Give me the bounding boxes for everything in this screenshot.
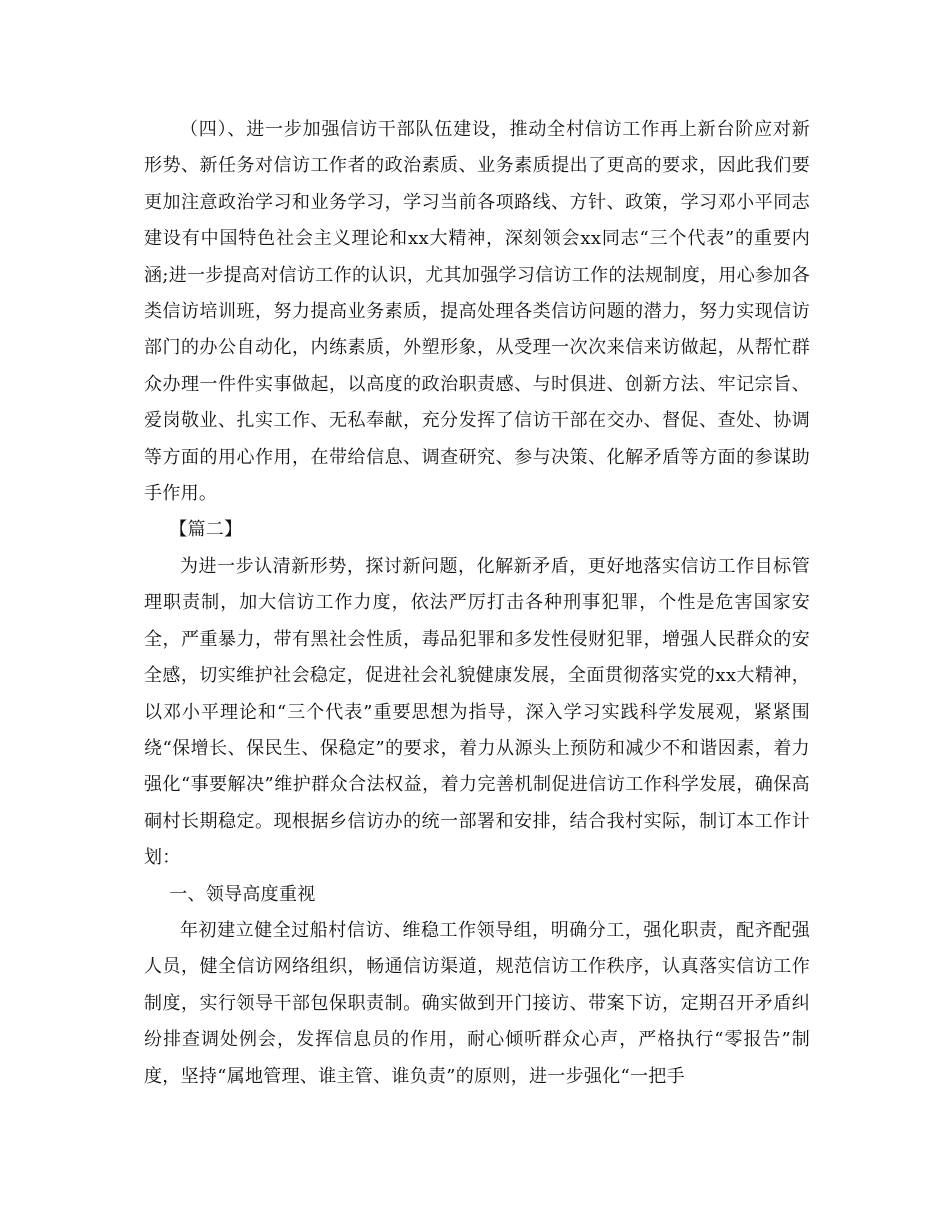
paragraph-leadership: 年初建立健全过船村信访、维稳工作领导组，明确分工，强化职责，配齐配强人员，健全信访网络组织，畅通信访渠道，规范信访工作秩序，认真落实信访工作制度，实行领导干部包保职责制。确实做到开门接访、带案下访，定期召开矛盾纠纷排查调处例会，发挥信息员的作用，耐心倾听群众心声，严格执行“零报告”制度，坚持“属地管理、谁主管、谁负责”的原则，进一步强化“一把手 [144, 919, 810, 1087]
document-body [144, 112, 810, 1095]
paragraph-section-four: （四）、进一步加强信访干部队伍建设，推动全村信访工作再上新台阶应对新形势、新任务对信访工作者的政治素质、业务素质提出了更高的要求，因此我们要更加注意政治学习和业务学习，学习当前各项路线、方针、政策，学习邓小平同志建设有中国特色社会主义理论和xx大精神，深刻领会xx同志“三个代表”的重要内涵;进一步提高对信访工作的认识，尤其加强学习信访工作的法规制度，用心参加各类信访培训班，努力提高业务素质，提高处理各类信访问题的潜力，努力实现信访部门的办公自动化，内练素质，外塑形象，从受理一次次来信来访做起，从帮忙群众办理一件件实事做起，以高度的政治职责感、与时俱进、创新方法、牢记宗旨、爱岗敬业、扎实工作、无私奉献，充分发挥了信访干部在交办、督促、查处、协调等方面的用心作用，在带给信息、调查研究、参与决策、化解矛盾等方面的参谋助手作用。 [144, 119, 810, 505]
heading-part-two: 【篇二】 [169, 519, 243, 541]
heading-leadership: 一、领导高度重视 [169, 883, 316, 905]
paragraph-intro: 为进一步认清新形势，探讨新问题，化解新矛盾，更好地落实信访工作目标管理职责制，加大信访工作力度，依法严厉打击各种刑事犯罪，个性是危害国家安全，严重暴力，带有黑社会性质，毒品犯罪和多发性侵财犯罪，增强人民群众的安全感，切实维护社会稳定，促进社会礼貌健康发展，全面贯彻落实党的xx大精神，以邓小平理论和“三个代表”重要思想为指导，深入学习实践科学发展观，紧紧围绕“保增长、保民生、保稳定”的要求，着力从源头上预防和减少不和谐因素，着力强化“事要解决”维护群众合法权益，着力完善机制促进信访工作科学发展，确保高硐村长期稳定。现根据乡信访办的统一部署和安排，结合我村实际，制订本工作计划： [144, 555, 810, 869]
